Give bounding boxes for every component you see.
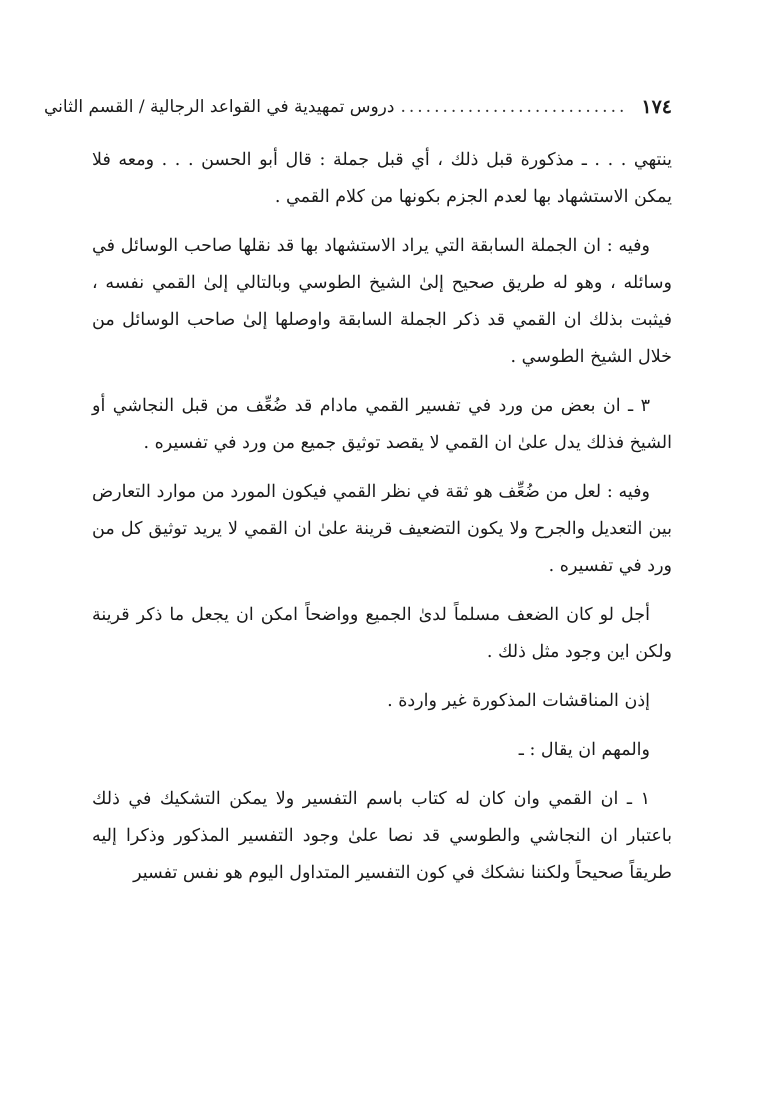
- running-header: [44, 92, 672, 122]
- header-title: دروس تمهيدية في القواعد الرجالية / القسم الثاني: [44, 97, 395, 117]
- paragraph-4: وفيه : لعل من ضُعِّف هو ثقة في نظر القمي فيكون المورد من موارد التعارض بين التعديل والجرح ولا يكون التضعيف قرينة علىٰ ان القمي لا يريد توثيق كل من ورد في تفسيره .: [92, 482, 672, 576]
- paragraph-5: أجل لو كان الضعف مسلماً لدىٰ الجميع وواضحاً امكن ان يجعل ما ذكر قرينة ولكن اين وجود مثل ذلك .: [92, 605, 672, 662]
- paragraph-6: إذن المناقشات المذكورة غير واردة .: [387, 691, 650, 711]
- page-body: [92, 142, 672, 904]
- paragraph-1: ينتهي . . . ـ مذكورة قبل ذلك ، أي قبل جملة : قال أبو الحسن . . . ومعه فلا يمكن الاستشهاد بها لعدم الجزم بكونها من كلام القمي .: [92, 150, 672, 207]
- paragraph-7: والمهم ان يقال : ـ: [518, 740, 650, 760]
- paragraph-3: ٣ ـ ان بعض من ورد في تفسير القمي مادام قد ضُعِّف من قبل النجاشي أو الشيخ فذلك يدل علىٰ ان القمي لا يقصد توثيق جميع من ورد في تفسيره .: [92, 396, 672, 453]
- paragraph-8: ١ ـ ان القمي وان كان له كتاب باسم التفسير ولا يمكن التشكيك في ذلك باعتبار ان النجاشي والطوسي قد نصا علىٰ وجود التفسير المذكور وذكرا إليه طريقاً صحيحاً ولكننا نشكك في كون التفسير المتداول اليوم هو نفس تفسير: [92, 789, 672, 883]
- page-number: ١٧٤: [641, 96, 672, 118]
- header-leader-dots: ...........................: [400, 97, 628, 117]
- paragraph-2: وفيه : ان الجملة السابقة التي يراد الاستشهاد بها قد نقلها صاحب الوسائل في وسائله ، وهو له طريق صحيح إلىٰ الشيخ الطوسي وبالتالي إلىٰ القمي نفسه ، فيثبت بذلك ان القمي قد ذكر الجملة السابقة واوصلها إلىٰ صاحب الوسائل من خلال الشيخ الطوسي .: [92, 236, 672, 367]
